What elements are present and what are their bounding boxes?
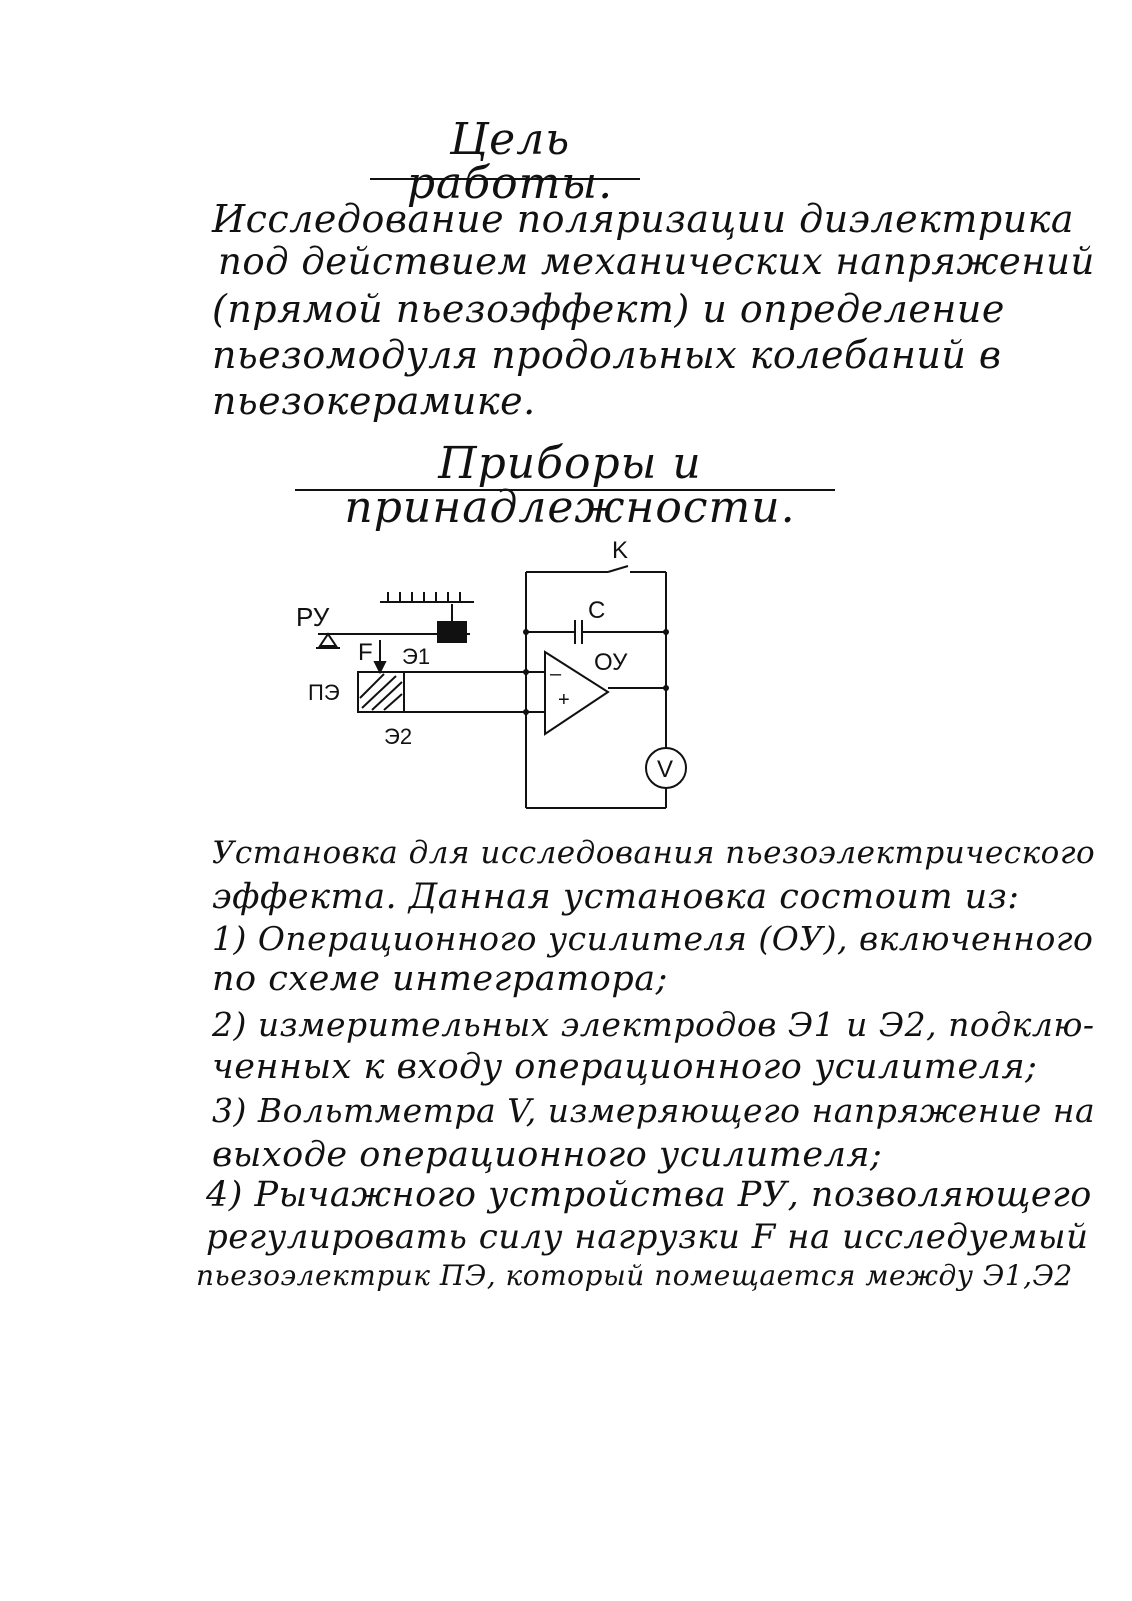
junction-dot (523, 669, 529, 675)
description-line-9: 4) Рычажного устройства РУ, позволяющего (206, 1175, 1092, 1215)
description-line-6: ченных к входу операционного усилителя; (212, 1047, 1038, 1087)
description-line-10: регулировать силу нагрузки F на исследуемый (206, 1217, 1089, 1257)
description-line-4: по схеме интегратора; (212, 959, 668, 999)
force-arrow-head (375, 662, 385, 672)
junction-dot (523, 709, 529, 715)
junction-dot (663, 685, 669, 691)
description-line-7: 3) Вольтметра V, измеряющего напряжение на (212, 1091, 1096, 1130)
voltmeter-label: V (657, 756, 674, 783)
piezo-hatch (372, 682, 402, 710)
description-line-1: Установка для исследования пьезоэлектрического (212, 835, 1096, 871)
section-title: Приборы и принадлежности. (344, 438, 796, 533)
description-line-11: пьезоэлектрик ПЭ, который помещается между Э1,Э2 (196, 1259, 1073, 1292)
electrode2-label: Э2 (384, 724, 413, 749)
title-underline (370, 178, 640, 180)
capacitor-label: C (588, 597, 606, 624)
description-line-8: выходе операционного усилителя; (212, 1135, 883, 1175)
weight-block (438, 622, 466, 642)
goal-line-1: Исследование поляризации диэлектрика (212, 197, 1075, 241)
junction-dot (523, 629, 529, 635)
opamp-plus-label: + (558, 689, 570, 711)
description-line-3: 1) Операционного усилителя (ОУ), включенного (212, 919, 1094, 958)
regulator-label: РУ (296, 602, 330, 632)
piezo-label: ПЭ (308, 680, 340, 705)
opamp-label: ОУ (594, 649, 628, 676)
switch-blade (608, 566, 628, 572)
piezo-hatch (360, 674, 384, 698)
description-line-2: эффекта. Данная установка состоит из: (212, 877, 1020, 917)
junction-dot (663, 629, 669, 635)
page-title: Цель работы. (406, 114, 614, 209)
goal-line-2: под действием механических напряжений (218, 240, 1095, 283)
opamp-minus-label: – (550, 663, 562, 685)
circuit-diagram (0, 520, 1132, 840)
section-underline (295, 489, 835, 491)
goal-line-4: пьезомодуля продольных колебаний в (212, 333, 1002, 377)
lever-pivot (320, 634, 336, 646)
force-label: F (358, 639, 373, 666)
goal-line-3: (прямой пьезоэффект) и определение (212, 287, 1005, 331)
switch-label: K (612, 537, 629, 564)
description-line-5: 2) измерительных электродов Э1 и Э2, подклю- (212, 1005, 1095, 1044)
electrode1-label: Э1 (402, 644, 431, 669)
goal-line-5: пьезокерамике. (212, 379, 536, 423)
